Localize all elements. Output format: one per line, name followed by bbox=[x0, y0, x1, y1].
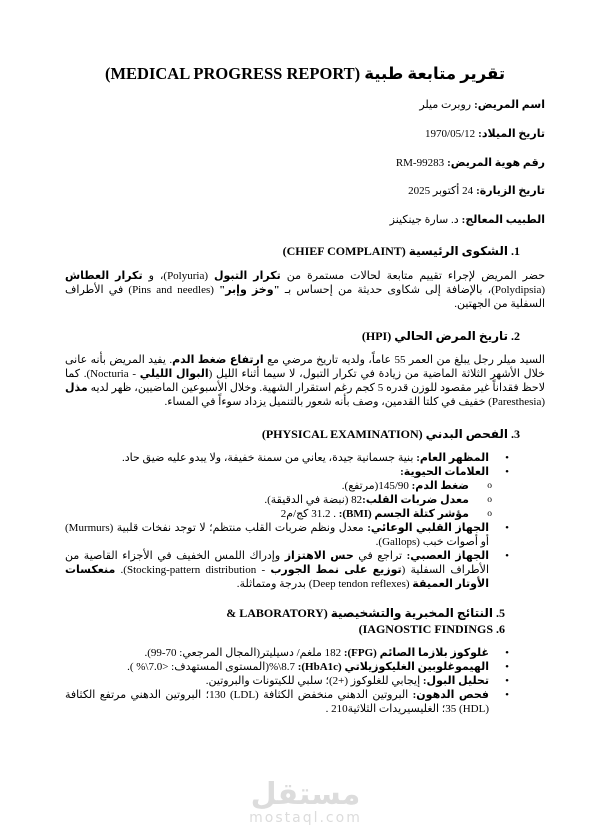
text-segment: (Pins and needles) في الأطراف السفلية من الجهتين. bbox=[65, 283, 545, 310]
text-segment: 82 (نبضة في الدقيقة). bbox=[264, 493, 363, 506]
field-value: 1970/05/12 bbox=[425, 127, 476, 140]
section-heading-lab-findings bbox=[65, 605, 505, 639]
text-segment: تحليل البول: bbox=[422, 675, 489, 688]
text-segment: وإدراك اللمس الخفيف في الأجزاء القاصية من الأطراف السفلية ( bbox=[65, 549, 489, 576]
text-segment: البروتين الدهني منخفض الكثافة (LDL) 130؛ البروتين الدهني مرتفع الكثافة (HDL) 35؛ الغليسيريدات الثلاثية210 . bbox=[65, 689, 489, 715]
hpi-paragraph bbox=[65, 354, 545, 410]
lab-finding-item bbox=[65, 647, 545, 661]
lab-heading-line-2 bbox=[65, 621, 505, 638]
text-segment: حس الاهتزاز bbox=[284, 549, 354, 562]
exam-finding-item bbox=[65, 494, 545, 508]
text-segment: السيد ميلر رجل يبلغ من العمر 55 عاماً، ولديه تاريخ مرضي مع bbox=[263, 353, 545, 366]
text-segment: توزيع على نمط الجورب bbox=[270, 563, 402, 576]
lab-heading-line-1 bbox=[65, 605, 505, 622]
text-segment: . 31.2 كج/م2 bbox=[280, 507, 339, 520]
field-label: رقم هوية المريض: bbox=[447, 156, 545, 169]
chief-complaint-paragraph bbox=[65, 270, 545, 312]
text-segment: مذل bbox=[65, 381, 88, 394]
field-label: تاريخ الميلاد: bbox=[478, 127, 545, 140]
text-segment: معدل ضربات القلب: bbox=[362, 493, 469, 506]
text-segment: إيجابي للغلوكوز (+2)؛ سلبي للكيتونات والبروتين. bbox=[205, 675, 423, 688]
exam-finding-item bbox=[65, 466, 545, 480]
text-segment: تكرار التبول bbox=[213, 269, 281, 282]
text-segment: البوال الليلي bbox=[139, 367, 209, 380]
text-segment: 6. bbox=[493, 622, 505, 637]
exam-finding-item bbox=[65, 508, 545, 522]
watermark-domain-text: mostaql.com bbox=[249, 809, 362, 826]
text-segment: فحص الدهون: bbox=[412, 689, 489, 702]
field-value: 24 أكتوبر 2025 bbox=[408, 185, 474, 198]
text-segment: (IAGNOSTIC FINDINGS bbox=[358, 622, 493, 637]
patient-info-field bbox=[65, 213, 545, 227]
text-segment: "وخز وإبر" bbox=[219, 283, 280, 296]
text-segment: العلامات الحيوية: bbox=[400, 465, 489, 478]
text-segment: بنية جسمانية جيدة، يعاني من سمنة خفيفة، ولا يبدو عليه ضيق حاد. bbox=[121, 451, 417, 464]
text-segment: تراجع في bbox=[353, 549, 407, 562]
watermark bbox=[0, 778, 611, 826]
exam-finding-item bbox=[65, 550, 545, 592]
text-segment: (Polyuria)، و bbox=[142, 269, 214, 282]
text-segment: الهيموغلوبين الغليكوزيلاتي (HbA1c): bbox=[297, 661, 489, 674]
lab-finding-item bbox=[65, 689, 545, 717]
lab-findings-list bbox=[65, 647, 545, 717]
text-segment: 145/90(مرتفع). bbox=[341, 479, 412, 492]
text-segment: (Paresthesia) خفيف في كلتا القدمين، وصف بأنه شعور بالتنميل يزداد سوءاً في المساء. bbox=[164, 395, 545, 408]
text-segment: مؤشر كتلة الجسم (BMI): bbox=[338, 507, 469, 520]
exam-finding-item bbox=[65, 480, 545, 494]
text-segment: حضر المريض لإجراء تقييم متابعة لحالات مستمرة من bbox=[280, 269, 546, 282]
text-segment: غلوكوز بلازما الصائم (FPG): bbox=[343, 647, 489, 660]
field-value: د. سارة جينكينز bbox=[389, 214, 459, 227]
text-segment: . يفيد المريض بأنه عانى خلال الأشهر الثلاثة الماضية من زيادة في تكرار التبول، لا سيما أثناء الليل ( bbox=[65, 353, 545, 380]
text-segment: منعكسات الأوتار العميقة bbox=[65, 563, 489, 590]
text-segment: (Deep tendon reflexes) بدرجة ومتماثلة. bbox=[236, 577, 413, 590]
physical-exam-list bbox=[65, 452, 545, 592]
text-segment: الجهاز القلبي الوعائي: bbox=[367, 521, 489, 534]
patient-info-field bbox=[65, 98, 545, 112]
text-segment: 182 ملغم/ دسيليتر(المجال المرجعي: 70-99). bbox=[144, 647, 344, 660]
text-segment: الجهاز العصبي: bbox=[406, 549, 489, 562]
text-segment: - Nocturia). كما لاحظ فقداناً غير مقصود للوزن قدره 5 كجم رغم استقرار الشهية. وخلال الأسبوعين الماضيين، ظهر لديه bbox=[65, 367, 545, 394]
text-segment: - Stocking-pattern distribution). bbox=[115, 563, 271, 576]
text-segment: تكرار العطاش bbox=[65, 269, 143, 282]
text-segment: ارتفاع ضغط الدم bbox=[172, 353, 264, 366]
section-heading-chief-complaint: 1. الشكوى الرئيسية (CHIEF COMPLAINT) bbox=[282, 244, 520, 259]
field-value: RM-99283 bbox=[395, 156, 445, 169]
patient-info-field bbox=[65, 127, 545, 141]
text-segment: معدل ونظم ضربات القلب منتظم؛ لا توجد نفخات قلبية (Murmurs) أو أصوات خبب (Gallops). bbox=[65, 521, 489, 548]
watermark-logo: مستقل bbox=[250, 776, 361, 812]
patient-info-field bbox=[65, 156, 545, 170]
page-title: تقرير متابعة طبية (MEDICAL PROGRESS REPORT) bbox=[104, 64, 506, 83]
patient-info-block bbox=[65, 98, 545, 227]
text-segment: المظهر العام: bbox=[416, 451, 489, 464]
text-segment: (Polydipsia)، بالإضافة إلى شكاوى حديثة من إحساس بـ bbox=[279, 283, 545, 296]
section-heading-hpi: 2. تاريخ المرض الحالي (HPI) bbox=[361, 328, 520, 343]
exam-finding-item bbox=[65, 522, 545, 550]
exam-finding-item bbox=[65, 452, 545, 466]
section-heading-physical-exam: 3. الفحص البدني (PHYSICAL EXAMINATION) bbox=[261, 426, 520, 441]
field-label: الطبيب المعالج: bbox=[461, 214, 545, 227]
field-label: تاريخ الزيارة: bbox=[476, 185, 545, 198]
lab-finding-item bbox=[65, 675, 545, 689]
text-segment: ضغط الدم: bbox=[411, 479, 469, 492]
text-segment: 5. النتائج المخبرية والتشخيصية (LABORATORY & bbox=[226, 605, 505, 620]
patient-info-field bbox=[65, 184, 545, 198]
field-value: روبرت ميلر bbox=[419, 99, 472, 111]
lab-finding-item bbox=[65, 661, 545, 675]
field-label: اسم المريض: bbox=[474, 99, 545, 111]
text-segment: 8.7\%(المستوى المستهدف: <7.0\% ). bbox=[127, 661, 298, 674]
